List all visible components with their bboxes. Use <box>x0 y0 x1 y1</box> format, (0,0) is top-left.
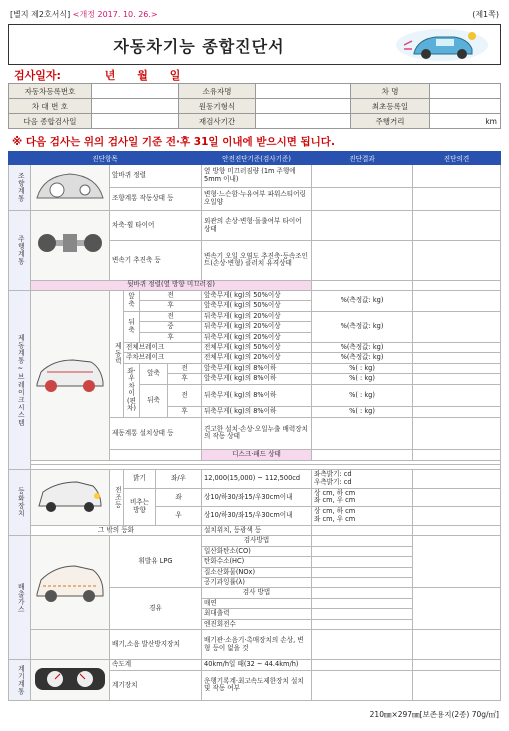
direction-right-std: 상10/하30/좌15/우30cm이내 <box>202 507 312 526</box>
instrument-label: 계기장치 <box>110 670 202 700</box>
cat-brake: 제동계통~브레이크시스템 <box>9 290 31 469</box>
whole-brake-label: 전체브레이크 <box>124 343 202 353</box>
rear-mid-label: 중 <box>140 322 202 332</box>
form-number: [별지 제2호서식] <개정 2017. 10. 26.> <box>10 10 158 19</box>
brake-system-item: 제동계통 설치상태 등 <box>110 417 202 449</box>
nox-label: 질소산화물(NOx) <box>202 567 312 577</box>
direction-left-result[interactable]: 상 cm, 하 cm 좌 cm, 우 cm <box>312 488 413 507</box>
next-inspection-field[interactable] <box>92 114 179 129</box>
driving-result-3[interactable] <box>312 280 413 290</box>
exhaust-opinion[interactable] <box>413 630 501 660</box>
steering-item-1: 앞바퀴 정렬 <box>110 164 202 187</box>
disc-result[interactable] <box>312 450 413 460</box>
instrument-result[interactable] <box>312 670 413 700</box>
driving-result-1[interactable] <box>312 211 413 241</box>
recheck-period-label: 재검사기간 <box>179 114 256 129</box>
method-label-2: 검사 방법 <box>202 588 312 598</box>
dashboard-image <box>31 164 110 210</box>
smoke-label: 매연 <box>202 598 312 608</box>
mileage-field[interactable]: km <box>430 114 501 129</box>
other-lights-label: 그 밖의 등화 <box>31 525 202 535</box>
brake-system-result[interactable] <box>312 417 413 449</box>
nox-result[interactable] <box>312 567 413 577</box>
vehicle-info-table <box>8 83 501 129</box>
brightness-result[interactable]: 좌측밝기: cd 우측밝기: cd <box>312 469 413 488</box>
title-box <box>8 24 501 65</box>
parking-brake-std: 전체무게( kg)의 20%이상 <box>202 353 312 363</box>
inspection-date: 검사일자: 년 월 일 <box>14 69 181 82</box>
rear-pre-std: 뒤축무게( kg)의 20%이상 <box>202 311 312 321</box>
other-lights-opinion[interactable] <box>413 525 501 535</box>
vin-label: 차 대 번 호 <box>9 99 92 114</box>
cat-lights: 등화장치 <box>9 469 31 536</box>
rear-pre-label: 전 <box>140 311 202 321</box>
brightness-opinion[interactable] <box>413 469 501 488</box>
lr-rear-pre-std: 뒤축무게( kg)의 8%이하 <box>202 384 312 407</box>
steering-item-2: 조향계통 작동상태 등 <box>110 187 202 210</box>
cat-steering: 조향계통 <box>9 164 31 210</box>
driving-std-1: 외관의 손상·변형·돌출여부 타이어 상태 <box>202 211 312 241</box>
car-front-image <box>31 469 110 525</box>
whole-brake-result[interactable]: %(측정값: kg) <box>312 343 413 353</box>
page-number: (제1쪽) <box>472 10 499 19</box>
whole-brake-opinion[interactable] <box>413 343 501 353</box>
lr-front-post: 후 <box>168 374 202 384</box>
parking-brake-label: 주차브레이크 <box>124 353 202 363</box>
lr-opinion-3[interactable] <box>413 384 501 407</box>
rpm-label: 엔진회전수 <box>202 619 312 629</box>
diagnosis-table <box>8 151 501 701</box>
vin-field[interactable] <box>92 99 179 114</box>
lr-rear-pre: 전 <box>168 384 202 407</box>
instrument-std: 운행기록계·최고속도제한장치 설치 및 작동 여부 <box>202 670 312 700</box>
owner-label: 소유자명 <box>179 84 256 99</box>
first-reg-field[interactable] <box>430 99 501 114</box>
lr-rear-label: 뒤축 <box>140 384 168 417</box>
brake-system-opinion[interactable] <box>413 417 501 449</box>
driving-opinion-2[interactable] <box>413 241 501 280</box>
front-pre-label: 전 <box>140 290 202 300</box>
direction-right-result[interactable]: 상 cm, 하 cm 좌 cm, 우 cm <box>312 507 413 526</box>
lr-result-2[interactable]: %( : kg) <box>312 374 413 384</box>
hc-result[interactable] <box>312 557 413 567</box>
lr-result-1[interactable]: %( : kg) <box>312 363 413 373</box>
front-result[interactable]: %(측정값: kg) <box>312 290 413 311</box>
method-result-1[interactable] <box>312 536 413 546</box>
lr-rear-post: 후 <box>168 407 202 417</box>
rear-mid-std: 뒤축무게( kg)의 20%이상 <box>202 322 312 332</box>
instrument-opinion[interactable] <box>413 670 501 700</box>
gasoline-opinion[interactable] <box>413 536 501 588</box>
car-side-image <box>31 290 110 460</box>
max-power-result[interactable] <box>312 609 413 619</box>
steering-result-2[interactable] <box>312 187 413 210</box>
parking-brake-result[interactable]: %(측정값: kg) <box>312 353 413 363</box>
brake-force-label: 제동력 <box>110 290 124 417</box>
speedometer-result[interactable] <box>312 660 413 670</box>
recheck-period-field[interactable] <box>256 114 351 129</box>
driving-std-2: 변속기 오일 오염도 추진축·등속조인트(손상·변형) 클러치 유격상태 <box>202 241 312 280</box>
owner-field[interactable] <box>256 84 351 99</box>
other-lights-std: 설치위치, 등광색 등 <box>202 525 312 535</box>
lr-front-post-std: 앞축무게( kg)의 8%이하 <box>202 374 312 384</box>
col-result: 진단결과 <box>312 152 413 165</box>
steering-opinion-1[interactable] <box>413 164 501 187</box>
rpm-result[interactable] <box>312 619 413 629</box>
steering-std-1: 옆 방향 미끄러짐량 (1m 주행에 5mm 이내) <box>202 164 312 187</box>
exhaust-std: 배기관·소음기·촉매장치의 손상, 변형 등이 없을 것 <box>202 630 312 660</box>
method-label-1: 검사방법 <box>202 536 312 546</box>
direction-right-label: 우 <box>156 507 202 526</box>
lr-front-pre: 전 <box>168 363 202 373</box>
front-pre-std: 앞축무게( kg)의 50%이상 <box>202 290 312 300</box>
method-result-2[interactable] <box>312 588 413 598</box>
rear-post-std: 뒤축무게( kg)의 20%이상 <box>202 332 312 342</box>
lr-front-pre-std: 앞축무게( kg)의 8%이하 <box>202 363 312 373</box>
diesel-label: 경유 <box>110 588 202 630</box>
driving-item-1: 차축·휠 타이어 <box>110 211 202 241</box>
first-reg-label: 최초등록일 <box>351 99 430 114</box>
car-name-label: 차 명 <box>351 84 430 99</box>
exhaust-item: 배기,소음 발산방지장치 <box>110 630 202 660</box>
rear-opinion[interactable] <box>413 311 501 342</box>
lr-result-4[interactable]: %( : kg) <box>312 407 413 417</box>
engine-type-field[interactable] <box>256 99 351 114</box>
parking-brake-opinion[interactable] <box>413 353 501 363</box>
headlamp-label: 전조등 <box>110 469 124 525</box>
brake-system-std: 견고한 설치·손상·오일누출 배력장치의 작동 상태 <box>202 417 312 449</box>
lr-opinion-1[interactable] <box>413 363 501 373</box>
front-post-std: 앞축무게( kg)의 50%이상 <box>202 301 312 311</box>
exhaust-result[interactable] <box>312 630 413 660</box>
cat-emission: 배출가스 <box>9 536 31 660</box>
co-label: 일산화탄소(CO) <box>202 546 312 556</box>
direction-right-opinion[interactable] <box>413 507 501 526</box>
steering-std-2: 변형·느슨함·누유여부 파워스티어링 오일양 <box>202 187 312 210</box>
brightness-std: 12,000(15,000) ~ 112,500cd <box>202 469 312 488</box>
lr-opinion-4[interactable] <box>413 407 501 417</box>
col-standard: 안전진단기준(검사기준) <box>202 152 312 165</box>
lambda-result[interactable] <box>312 578 413 588</box>
co-result[interactable] <box>312 546 413 556</box>
notice-text: ※ 다음 검사는 위의 검사일 기준 전·후 31일 이내에 받으시면 됩니다. <box>12 136 335 148</box>
driving-opinion-3[interactable] <box>413 280 501 290</box>
reg-no-field[interactable] <box>92 84 179 99</box>
col-item: 진단항목 <box>9 152 202 165</box>
cluster-image <box>31 660 110 701</box>
lr-rear-post-std: 뒤축무게( kg)의 8%이하 <box>202 407 312 417</box>
front-axle-label: 앞축 <box>124 290 140 311</box>
page-title: 자동차기능 종합진단서 <box>113 37 285 56</box>
drivetrain-image <box>31 211 110 280</box>
rear-alignment-item: 뒷바퀴 정렬(옆 방향 미끄러짐) <box>31 280 312 290</box>
hc-label: 탄화수소(HC) <box>202 557 312 567</box>
direction-left-std: 상10/하30/좌15/우30cm이내 <box>202 488 312 507</box>
max-power-label: 최대출력 <box>202 609 312 619</box>
speedometer-label: 속도계 <box>110 660 202 670</box>
driving-opinion-1[interactable] <box>413 211 501 241</box>
col-opinion: 진단의견 <box>413 152 501 165</box>
front-post-label: 후 <box>140 301 202 311</box>
mileage-label: 주행거리 <box>351 114 430 129</box>
other-lights-result[interactable] <box>312 525 413 535</box>
car-name-field[interactable] <box>430 84 501 99</box>
reg-no-label: 자동차등록번호 <box>9 84 92 99</box>
direction-label: 비추는 방향 <box>124 488 156 525</box>
steering-opinion-2[interactable] <box>413 187 501 210</box>
whole-brake-std: 전체무게( kg)의 50%이상 <box>202 343 312 353</box>
speedometer-opinion[interactable] <box>413 660 501 670</box>
engine-image <box>31 536 110 630</box>
steering-result-1[interactable] <box>312 164 413 187</box>
paper-spec: 210㎜×297㎜[보존용지(2종) 70g/㎡] <box>369 710 499 719</box>
cat-gauges: 계기계통 <box>9 660 31 701</box>
direction-left-opinion[interactable] <box>413 488 501 507</box>
rear-axle-label: 뒤축 <box>124 311 140 342</box>
speedometer-std: 40km/h일 때(32 ~ 44.4km/h) <box>202 660 312 670</box>
rear-result[interactable]: %(측정값: kg) <box>312 311 413 342</box>
lambda-label: 공기과잉률(λ) <box>202 578 312 588</box>
brightness-label: 밝기 <box>124 469 156 488</box>
car-logo-icon <box>392 27 492 63</box>
cat-driving: 주행계통 <box>9 211 31 291</box>
smoke-result[interactable] <box>312 598 413 608</box>
disc-pad-item: 디스크·패드 상태 <box>202 450 312 460</box>
front-opinion[interactable] <box>413 290 501 311</box>
driving-item-2: 변속기 추진축 등 <box>110 241 202 280</box>
gasoline-lpg-label: 휘발유 LPG <box>110 536 202 588</box>
direction-left-label: 좌 <box>156 488 202 507</box>
diesel-opinion[interactable] <box>413 588 501 630</box>
lr-diff-label: 좌·우 차이(편차) <box>124 363 140 417</box>
disc-opinion[interactable] <box>413 450 501 460</box>
driving-result-2[interactable] <box>312 241 413 280</box>
lr-opinion-2[interactable] <box>413 374 501 384</box>
engine-type-label: 원동기형식 <box>179 99 256 114</box>
lr-front-label: 앞축 <box>140 363 168 384</box>
next-inspection-label: 다음 종합검사일 <box>9 114 92 129</box>
brightness-lr-label: 좌/우 <box>156 469 202 488</box>
rear-post-label: 후 <box>140 332 202 342</box>
lr-result-3[interactable]: %( : kg) <box>312 384 413 407</box>
